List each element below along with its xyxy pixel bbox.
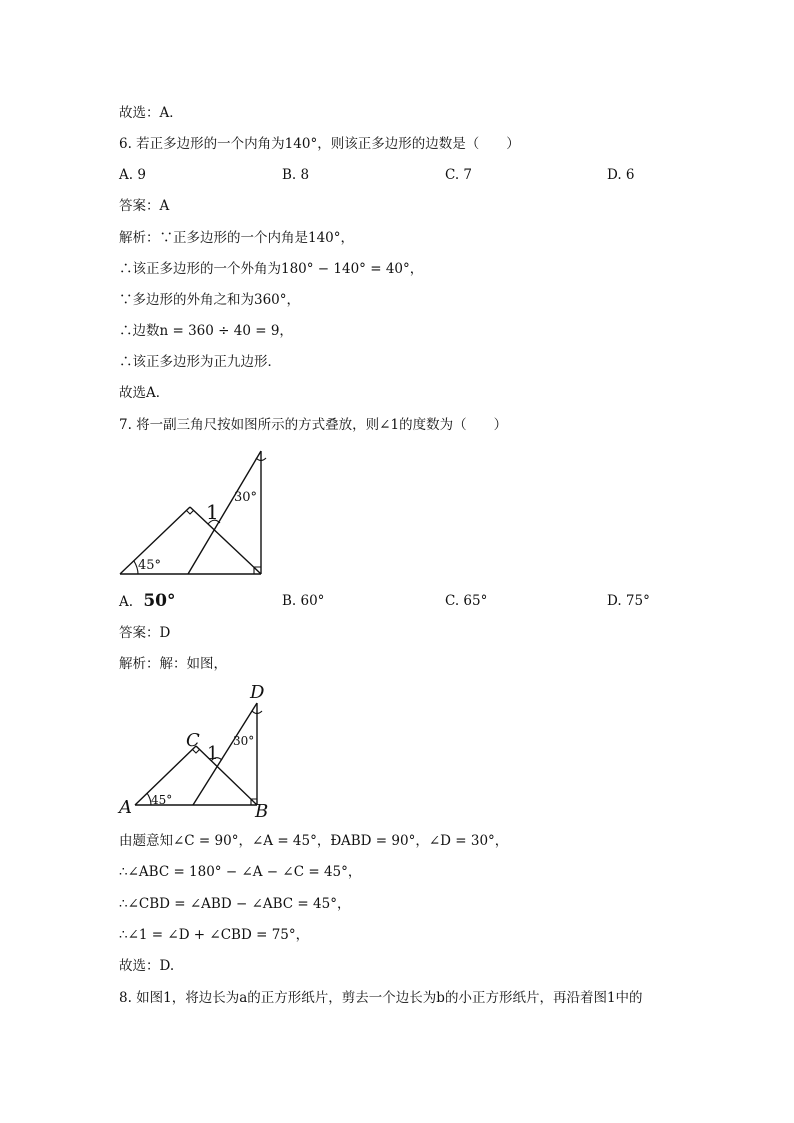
explanation-line: ∵多边形的外角之和为360°， [119,292,301,308]
segment-d-base [193,703,257,805]
point-label-b: B [255,801,269,822]
explanation-line: ∴该正多边形的一个外角为180° − 140° = 40°， [119,261,424,277]
segment-cb [196,746,257,805]
edge-cb [190,507,261,574]
question-7: 7. 将一副三角尺按如图所示的方式叠放，则∠1的度数为（ ） [119,417,508,433]
right-angle-mark-c [187,511,194,515]
point-label-a: A [119,797,132,818]
explanation-line: ∴该正多边形为正九边形． [119,354,281,370]
option-b: B. 8 [282,167,310,183]
question-8: 8. 如图1，将边长为a的正方形纸片，剪去一个边长为b的小正方形纸片，再沿着图1中的 [119,990,643,1006]
option-b: B. 60° [282,593,325,609]
answer-6: 答案：A [119,198,170,214]
option-c: C. 7 [445,167,473,183]
answer-7: 答案：D [119,625,171,641]
edge-d-base [188,451,261,574]
option-a [119,592,176,611]
angle-label-30: 30° [234,490,258,505]
text-line: 故选：A． [119,105,183,121]
explanation-line: ∴边数n = 360 ÷ 40 = 9， [119,323,293,339]
choice-line: 故选A． [119,385,170,401]
option-d: D. 75° [607,593,650,609]
option-a: A. 9 [119,167,146,183]
explanation-line: 由题意知∠C = 90°，∠A = 45°，ÐABD = 90°，∠D = 30°， [119,833,509,849]
explanation-line: ∴∠CBD = ∠ABD − ∠ABC = 45°， [119,896,351,912]
option-d: D. 6 [607,167,635,183]
angle-label-1: 1 [207,743,219,764]
question-6: 6. 若正多边形的一个内角为140°，则该正多边形的边数是（ ） [119,136,520,152]
explanation-line: ∴∠ABC = 180° − ∠A − ∠C = 45°， [119,864,362,880]
choice-line: 故选：D. [119,958,175,974]
option-value: 50° [143,591,176,611]
set-squares-figure [110,444,270,584]
angle-label-30: 30° [233,734,255,748]
angle-label-1: 1 [206,500,219,524]
option-c: C. 65° [445,593,488,609]
option-letter: A. [119,594,134,610]
point-label-c: C [186,730,200,751]
labeled-set-squares-figure [110,680,285,825]
explanation-line: ∴∠1 = ∠D + ∠CBD = 75°， [119,927,310,943]
explanation-line: 解析：解：如图， [119,656,227,672]
angle-label-45: 45° [138,558,162,573]
explanation-line: 解析：∵正多边形的一个内角是140°， [119,230,355,246]
angle-label-45: 45° [151,793,173,807]
point-label-d: D [250,682,265,703]
